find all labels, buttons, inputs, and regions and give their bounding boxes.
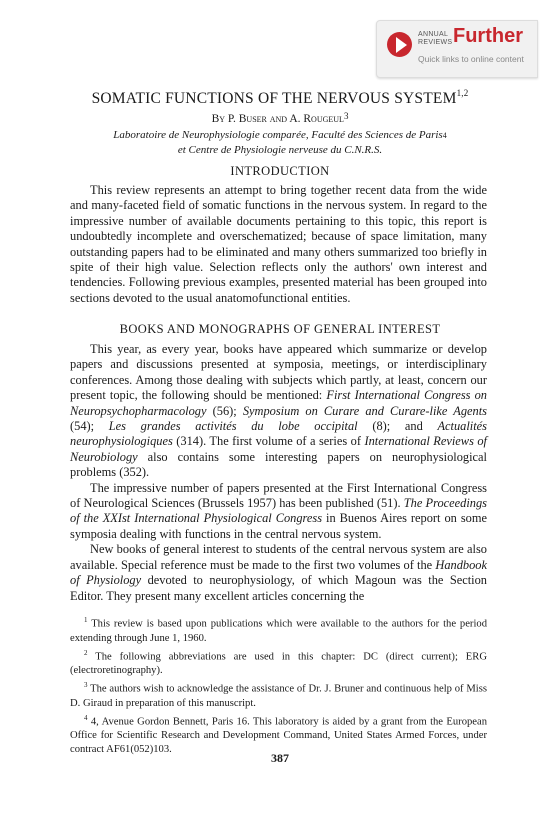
further-quick-links-badge[interactable]	[376, 20, 538, 78]
page-number: 387	[271, 751, 289, 765]
article-title: SOMATIC FUNCTIONS OF THE NERVOUS SYSTEM$^{1,2}$	[91, 88, 469, 107]
introduction-body	[70, 183, 487, 306]
annual-reviews-logo-text: ANNUAL REVIEWS	[418, 31, 453, 46]
footnotes	[70, 613, 487, 757]
intro-paragraph: This review represents an attempt to bring together recent data from the wide and many-faceted field of somatic functions in the nervous system. In regard to the impressive number of available documents pertaining to this topic, this report is undoubtedly incomplete and overschematized; because of space limitation, many outstanding papers had to be eliminated and many others summarized too briefly in spite of their high value. Selection reflects only the authors' own interest and tendencies. Following previous examples, presented material has been grouped into sections devoted to the usual anatomofunctional entities.	[70, 183, 487, 305]
footnote: $^2$ The following abbreviations are used in this chapter: DC (direct current); ERG (electroretinography).	[70, 648, 487, 677]
section-heading-introduction: INTRODUCTION	[230, 164, 330, 178]
article-authors: By P. Buser and A. Rougeul$^3$	[211, 111, 349, 125]
quick-links-text: Quick links to online content	[418, 54, 524, 64]
authors-footnote-marker: 3	[343, 111, 349, 121]
further-label: Further	[453, 25, 523, 47]
play-arrow-icon	[387, 32, 412, 57]
footnote: $^4$ 4, Avenue Gordon Bennett, Paris 16. This laboratory is aided by a grant from the European Office for Scientific Research and Development Command, United States Armed Forces, under contract AF61(052)103.	[70, 713, 487, 756]
affiliation: Laboratoire de Neurophysiologie comparée, Faculté des Sciences de Paris$^4$ et Centre de Physiologie nerveuse du C.N.R.S.	[113, 129, 447, 156]
books-section-body	[70, 342, 487, 604]
books-paragraph-2: The impressive number of papers presented at the First International Congress of Neurological Sciences (Brussels 1957) has been published (51). The Proceedings of the XXIst International Physiological Congress in Buenos Aires report on some symposia dealing with functions in the central nervous system.	[70, 480, 487, 541]
footnote: $^3$ The authors wish to acknowledge the assistance of Dr. J. Bruner and continuous help of Miss D. Giraud in preparation of this manuscript.	[70, 681, 487, 709]
title-footnote-markers: 1,2	[456, 88, 469, 98]
footnote: $^1$ This review is based upon publications which were available to the authors for the period extending through June 1, 1960.	[70, 616, 487, 644]
section-heading-books: BOOKS AND MONOGRAPHS OF GENERAL INTEREST	[119, 322, 441, 336]
books-paragraph-3: New books of general interest to students of the central nervous system are also available. Special reference must be made to the first two volumes of the Handbook of Physiology devoted to neurophysiology, of which Magoun was the Section Editor. They present many excellent articles concerning the	[70, 542, 487, 603]
books-paragraph-1: This year, as every year, books have appeared which summarize or develop papers and discussions presented at symposia, meetings, or interdisciplinary conferences. Among those dealing with subjects which partly, at least, concern our present topic, the following should be mentioned: First International Congress on Neuropsychopharmacology (56); Symposium on Curare and Curare-like Agents (54); Les grandes activités du lobe occipital (8); and Actualités neurophysiologiques (314). The first volume of a series of International Reviews of Neurobiology also contains some interesting papers on neurophysiological problems (352).	[70, 342, 488, 480]
